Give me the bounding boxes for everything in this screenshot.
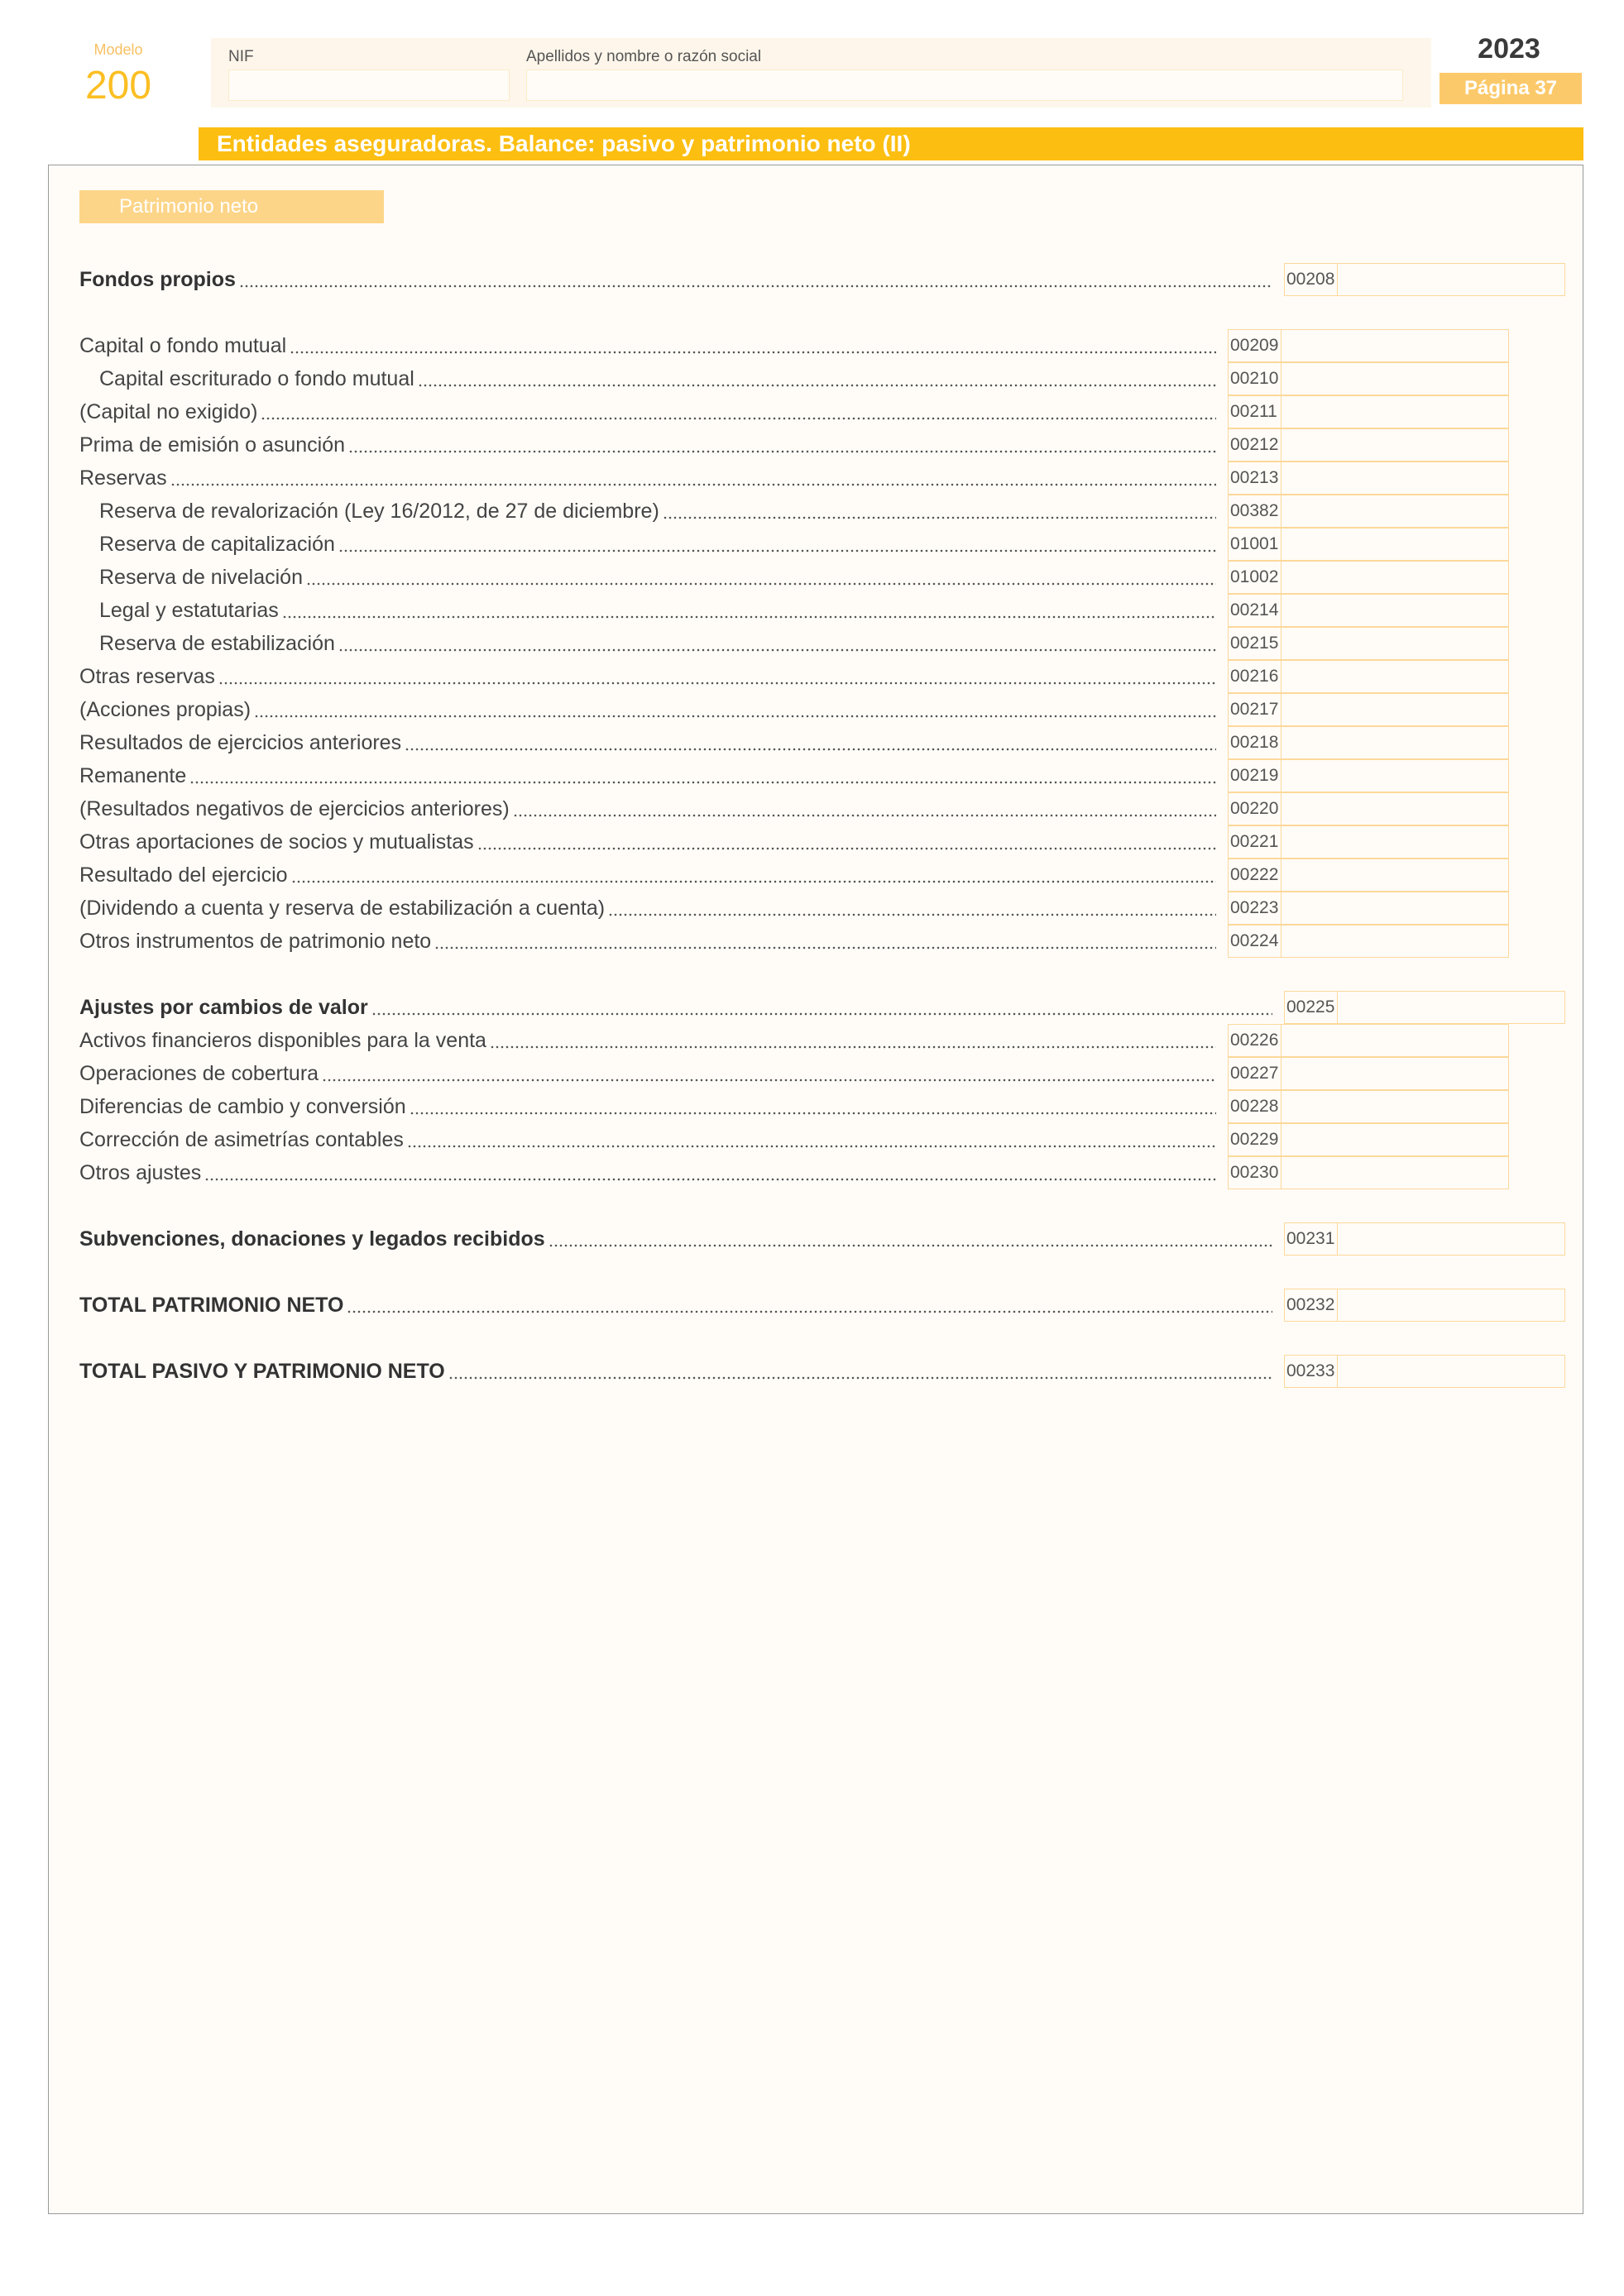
- amount-field[interactable]: [1281, 1024, 1509, 1057]
- amount-field[interactable]: [1281, 462, 1509, 495]
- leader-dots: [405, 747, 1216, 752]
- box-code: 00214: [1228, 594, 1281, 627]
- box-code: 01002: [1228, 561, 1281, 594]
- leader-dots: [407, 1144, 1216, 1149]
- amount-field[interactable]: [1281, 1057, 1509, 1090]
- row-label: Reservas: [79, 466, 167, 490]
- row-label: Capital o fondo mutual: [79, 333, 287, 357]
- leader-dots: [490, 1045, 1216, 1050]
- row-otros-instrumentos: [79, 925, 1509, 958]
- row-diferencias-cambio: [79, 1090, 1509, 1123]
- row-label: TOTAL PATRIMONIO NETO: [79, 1293, 344, 1317]
- box-code: 00210: [1228, 362, 1281, 395]
- leader-dots: [338, 648, 1216, 653]
- nif-field[interactable]: [228, 69, 510, 101]
- box-code: 00220: [1228, 792, 1281, 825]
- box-code: 00219: [1228, 759, 1281, 792]
- box-code: 00212: [1228, 428, 1281, 462]
- leader-dots: [218, 681, 1216, 686]
- row-capital-fondo-mutual: [79, 329, 1509, 362]
- amount-field[interactable]: [1281, 892, 1509, 925]
- amount-field[interactable]: [1281, 825, 1509, 859]
- name-label: Apellidos y nombre o razón social: [526, 48, 762, 65]
- row-capital-escriturado: [79, 362, 1509, 395]
- row-label: Otras reservas: [79, 664, 215, 688]
- amount-field[interactable]: [1337, 1289, 1565, 1322]
- box-code: 00216: [1228, 660, 1281, 693]
- row-label: Capital escriturado o fondo mutual: [99, 366, 414, 390]
- leader-dots: [448, 1375, 1272, 1380]
- row-prima-emision: [79, 428, 1509, 462]
- amount-field[interactable]: [1281, 726, 1509, 759]
- row-reserva-estabilizacion: [79, 627, 1509, 660]
- row-label: Activos financieros disponibles para la venta: [79, 1028, 486, 1052]
- box-code: 00221: [1228, 825, 1281, 859]
- row-activos-financieros: [79, 1024, 1509, 1057]
- box-code: 00233: [1284, 1355, 1337, 1388]
- row-otras-aportaciones: [79, 825, 1509, 859]
- row-label: TOTAL PASIVO Y PATRIMONIO NETO: [79, 1359, 445, 1383]
- page-title: Entidades aseguradoras. Balance: pasivo y patrimonio neto (II): [199, 127, 1583, 160]
- amount-field[interactable]: [1337, 991, 1565, 1024]
- row-label: Legal y estatutarias: [99, 598, 279, 622]
- box-code: 00209: [1228, 329, 1281, 362]
- amount-field[interactable]: [1281, 395, 1509, 428]
- row-ajustes-cambios-valor: [79, 991, 1565, 1024]
- row-label: Remanente: [79, 763, 187, 787]
- row-remanente: [79, 759, 1509, 792]
- row-label: Otros instrumentos de patrimonio neto: [79, 929, 432, 953]
- row-label: (Resultados negativos de ejercicios anteriores): [79, 796, 510, 820]
- row-label: Corrección de asimetrías contables: [79, 1127, 404, 1151]
- row-label: Resultados de ejercicios anteriores: [79, 730, 402, 754]
- leader-dots: [254, 714, 1216, 719]
- section-tag: Patrimonio neto: [79, 190, 384, 223]
- row-label: Reserva de revalorización (Ley 16/2012, de 27 de diciembre): [99, 499, 659, 523]
- amount-field[interactable]: [1281, 561, 1509, 594]
- leader-dots: [338, 548, 1216, 553]
- box-code: 00213: [1228, 462, 1281, 495]
- box-code: 00227: [1228, 1057, 1281, 1090]
- leader-dots: [477, 846, 1216, 851]
- leader-dots: [189, 780, 1216, 785]
- leader-dots: [291, 879, 1216, 884]
- row-label: Fondos propios: [79, 267, 236, 291]
- row-label: Reserva de estabilización: [99, 631, 335, 655]
- row-label: Ajustes por cambios de valor: [79, 995, 368, 1019]
- modelo-label: Modelo: [93, 41, 143, 58]
- leader-dots: [261, 416, 1216, 421]
- box-code: 00218: [1228, 726, 1281, 759]
- row-resultados-negativos: [79, 792, 1509, 825]
- row-legal-estatutarias: [79, 594, 1509, 627]
- amount-field[interactable]: [1281, 528, 1509, 561]
- row-reserva-nivelacion: [79, 561, 1509, 594]
- row-label: Otras aportaciones de socios y mutualistas: [79, 830, 474, 854]
- row-otras-reservas: [79, 660, 1509, 693]
- box-code: 00208: [1284, 263, 1337, 296]
- row-resultado-ejercicio: [79, 859, 1509, 892]
- amount-field[interactable]: [1281, 759, 1509, 792]
- amount-field[interactable]: [1281, 792, 1509, 825]
- row-acciones-propias: [79, 693, 1509, 726]
- row-capital-no-exigido: [79, 395, 1509, 428]
- row-correccion-asimetrias: [79, 1123, 1509, 1156]
- amount-field[interactable]: [1337, 1222, 1565, 1256]
- leader-dots: [290, 350, 1216, 355]
- box-code: 00228: [1228, 1090, 1281, 1123]
- box-code: 00217: [1228, 693, 1281, 726]
- modelo-number: 200: [84, 64, 152, 108]
- amount-field[interactable]: [1281, 1156, 1509, 1189]
- row-label: Subvenciones, donaciones y legados recibidos: [79, 1227, 545, 1251]
- row-total-pasivo-patrimonio: [79, 1355, 1565, 1388]
- box-code: 00232: [1284, 1289, 1337, 1322]
- leader-dots: [347, 1309, 1272, 1314]
- amount-field[interactable]: [1281, 925, 1509, 958]
- leader-dots: [170, 482, 1216, 487]
- row-subvenciones: [79, 1222, 1565, 1256]
- leader-dots: [608, 912, 1216, 917]
- row-label: (Acciones propias): [79, 697, 252, 721]
- row-operaciones-cobertura: [79, 1057, 1509, 1090]
- amount-field[interactable]: [1281, 329, 1509, 362]
- leader-dots: [306, 581, 1216, 586]
- leader-dots: [410, 1111, 1216, 1116]
- name-field[interactable]: [526, 69, 1403, 101]
- box-code: 00223: [1228, 892, 1281, 925]
- leader-dots: [418, 383, 1216, 388]
- row-otros-ajustes: [79, 1156, 1509, 1189]
- box-code: 00226: [1228, 1024, 1281, 1057]
- amount-field[interactable]: [1281, 859, 1509, 892]
- leader-dots: [322, 1078, 1216, 1083]
- row-reserva-revalorizacion: [79, 495, 1509, 528]
- leader-dots: [282, 615, 1216, 619]
- box-code: 00229: [1228, 1123, 1281, 1156]
- box-code: 01001: [1228, 528, 1281, 561]
- leader-dots: [549, 1243, 1272, 1248]
- leader-dots: [204, 1177, 1216, 1182]
- nif-label: NIF: [228, 48, 254, 65]
- row-resultados-anteriores: [79, 726, 1509, 759]
- box-code: 00230: [1228, 1156, 1281, 1189]
- row-label: Diferencias de cambio y conversión: [79, 1094, 406, 1118]
- row-label: (Capital no exigido): [79, 399, 258, 423]
- amount-field[interactable]: [1281, 495, 1509, 528]
- amount-field[interactable]: [1281, 362, 1509, 395]
- amount-field[interactable]: [1281, 1090, 1509, 1123]
- leader-dots: [371, 1012, 1272, 1016]
- row-label: Reserva de capitalización: [99, 532, 335, 556]
- box-code: 00211: [1228, 395, 1281, 428]
- row-label: (Dividendo a cuenta y reserva de estabilización a cuenta): [79, 896, 606, 920]
- row-reserva-capitalizacion: [79, 528, 1509, 561]
- amount-field[interactable]: [1281, 660, 1509, 693]
- amount-field[interactable]: [1281, 627, 1509, 660]
- row-label: Otros ajustes: [79, 1160, 202, 1184]
- box-code: 00222: [1228, 859, 1281, 892]
- box-code: 00382: [1228, 495, 1281, 528]
- row-label: Prima de emisión o asunción: [79, 433, 345, 457]
- box-code: 00224: [1228, 925, 1281, 958]
- year: 2023: [1478, 33, 1540, 65]
- amount-field[interactable]: [1281, 428, 1509, 462]
- leader-dots: [239, 284, 1272, 289]
- row-total-patrimonio-neto: [79, 1289, 1565, 1322]
- box-code: 00215: [1228, 627, 1281, 660]
- box-code: 00231: [1284, 1222, 1337, 1256]
- row-label: Operaciones de cobertura: [79, 1061, 319, 1085]
- row-reservas: [79, 462, 1509, 495]
- row-label: Resultado del ejercicio: [79, 863, 288, 887]
- amount-field[interactable]: [1281, 594, 1509, 627]
- leader-dots: [663, 515, 1216, 520]
- box-code: 00225: [1284, 991, 1337, 1024]
- row-fondos-propios: [79, 263, 1565, 296]
- leader-dots: [434, 945, 1216, 950]
- leader-dots: [513, 813, 1216, 818]
- amount-field[interactable]: [1337, 263, 1565, 296]
- row-label: Reserva de nivelación: [99, 565, 303, 589]
- amount-field[interactable]: [1281, 693, 1509, 726]
- row-dividendo-cuenta: [79, 892, 1509, 925]
- amount-field[interactable]: [1281, 1123, 1509, 1156]
- amount-field[interactable]: [1337, 1355, 1565, 1388]
- leader-dots: [348, 449, 1216, 454]
- page-number: Página 37: [1440, 73, 1582, 104]
